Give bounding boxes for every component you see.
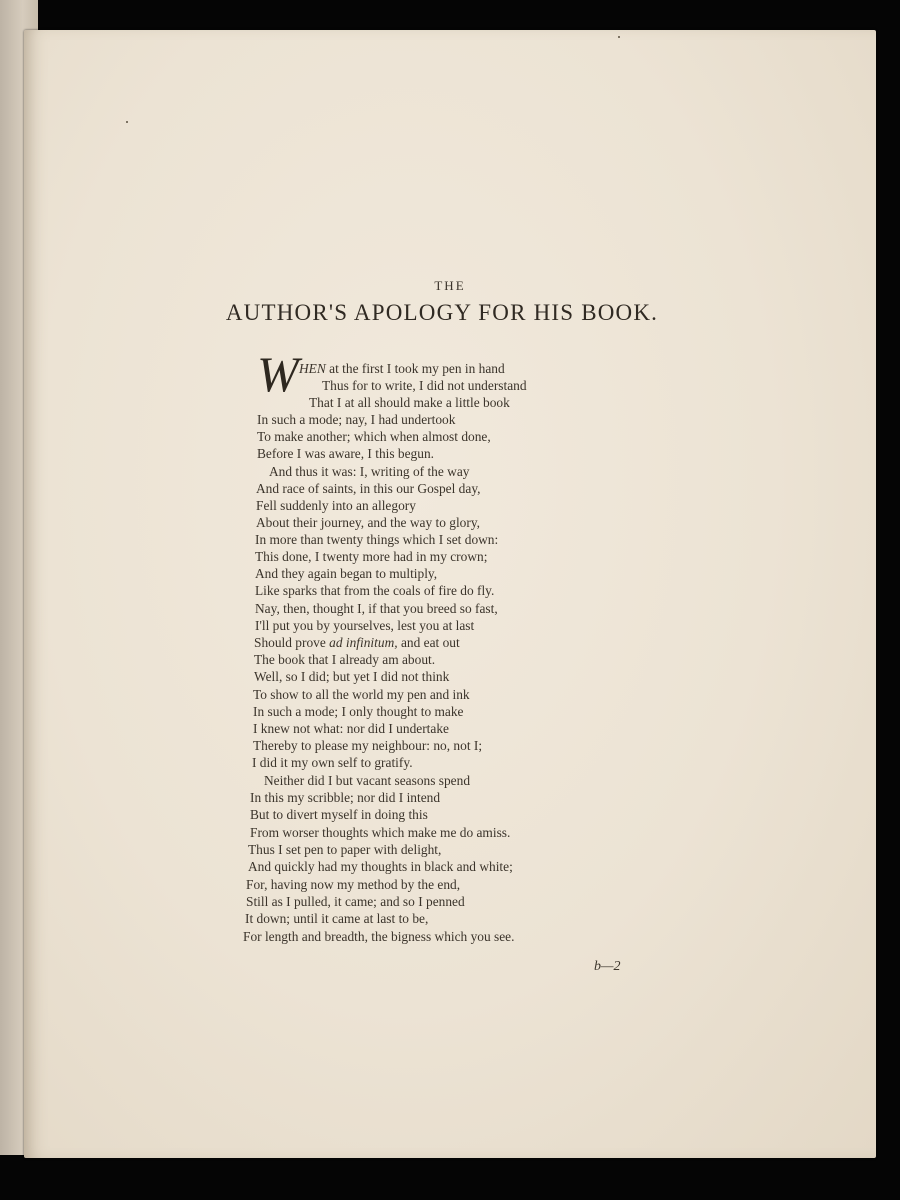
poem-line: I knew not what: nor did I undertake <box>253 721 449 736</box>
poem-line: I'll put you by yourselves, lest you at last <box>255 618 475 633</box>
poem-line: And they again began to multiply, <box>255 566 438 581</box>
poem-line: That I at all should make a little book <box>309 395 510 410</box>
poem-line: Well, so I did; but yet I did not think <box>254 669 450 684</box>
heading-the: THE <box>434 278 466 293</box>
poem-line: In such a mode; I only thought to make <box>253 704 464 719</box>
paper-speck <box>618 36 620 38</box>
poem-line: For, having now my method by the end, <box>246 877 461 892</box>
drop-cap: W <box>257 346 299 402</box>
poem-line: It down; until it came at last to be, <box>245 911 429 926</box>
poem-line: To make another; which when almost done, <box>257 429 491 444</box>
poem-line: Thereby to please my neighbour: no, not I; <box>253 738 483 753</box>
poem-line: And quickly had my thoughts in black and white; <box>248 859 513 874</box>
page-title: AUTHOR'S APOLOGY FOR HIS BOOK. <box>225 300 659 325</box>
poem-line: In this my scribble; nor did I intend <box>250 790 441 805</box>
poem-line: Thus I set pen to paper with delight, <box>248 842 442 857</box>
paper-speck <box>126 121 128 123</box>
poem-line: In more than twenty things which I set down: <box>255 532 499 547</box>
poem-line: Thus for to write, I did not understand <box>322 378 527 393</box>
poem-line: To show to all the world my pen and ink <box>253 687 470 702</box>
poem-line: But to divert myself in doing this <box>250 807 428 822</box>
poem-line <box>254 634 460 651</box>
poem-line: And race of saints, in this our Gospel day, <box>256 481 481 496</box>
poem-line: About their journey, and the way to glory, <box>256 515 480 530</box>
poem-line: The book that I already am about. <box>254 652 436 667</box>
first-word: HEN <box>299 361 326 376</box>
poem-line: In such a mode; nay, I had undertook <box>257 412 456 427</box>
poem-line: Nay, then, thought I, if that you breed so fast, <box>255 601 498 616</box>
poem-line-text: Should prove <box>254 635 330 650</box>
poem-line: Fell suddenly into an allegory <box>256 498 416 513</box>
poem-line-text: and eat out <box>397 635 460 650</box>
poem-line: Neither did I but vacant seasons spend <box>264 773 471 788</box>
poem-line: From worser thoughts which make me do amiss. <box>250 825 511 840</box>
poem-line-text: at the first I took my pen in hand <box>325 361 505 376</box>
poem-line: Still as I pulled, it came; and so I penned <box>246 894 465 909</box>
poem-line: For length and breadth, the bigness which you see. <box>243 929 515 944</box>
poem-line: Before I was aware, I this begun. <box>257 446 434 461</box>
poem-line: And thus it was: I, writing of the way <box>269 464 470 479</box>
italic-phrase: ad infinitum, <box>329 635 398 650</box>
poem-line <box>299 360 505 377</box>
signature-mark: b—2 <box>594 959 621 974</box>
poem-line: Like sparks that from the coals of fire do fly. <box>255 583 495 598</box>
poem-body <box>24 360 876 960</box>
poem-line: This done, I twenty more had in my crown; <box>255 549 488 564</box>
book-page <box>24 30 876 1158</box>
poem-line: I did it my own self to gratify. <box>252 755 413 770</box>
